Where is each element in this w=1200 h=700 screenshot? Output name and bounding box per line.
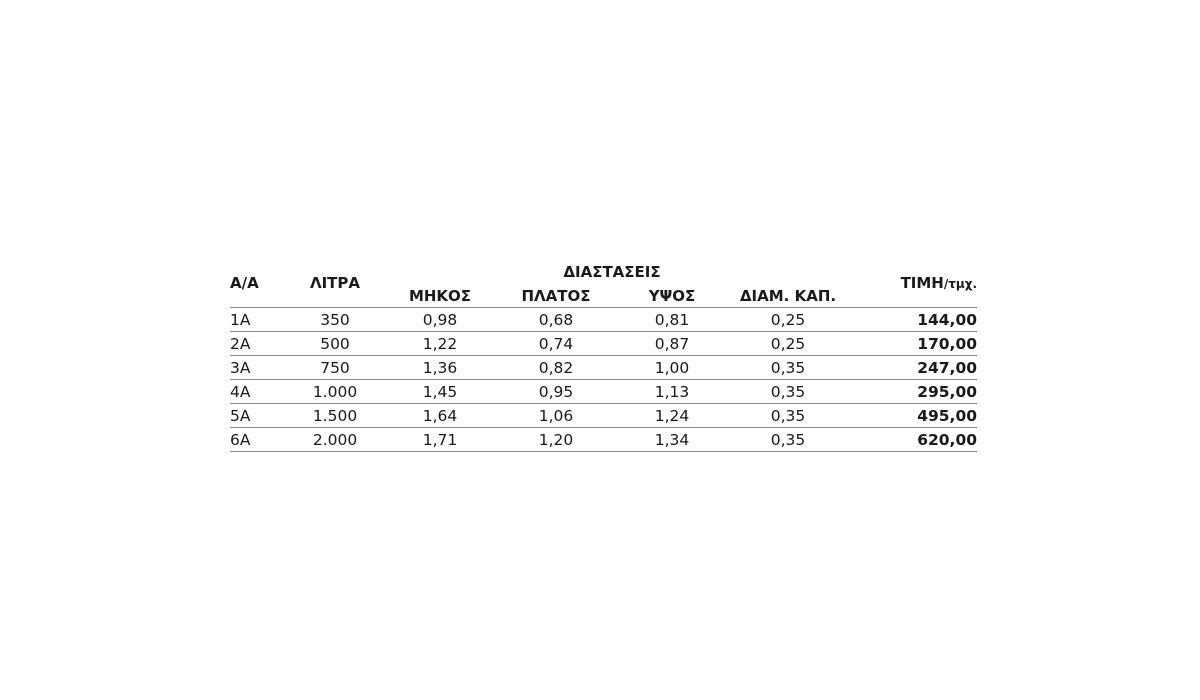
cell-mikos: 1,45	[380, 380, 500, 404]
cell-litra: 1.500	[290, 404, 380, 428]
cell-litra: 1.000	[290, 380, 380, 404]
cell-platos: 1,20	[500, 428, 612, 452]
cell-ypsos: 0,87	[612, 332, 732, 356]
cell-price: 495,00	[844, 404, 977, 428]
cell-price: 295,00	[844, 380, 977, 404]
cell-ypsos: 0,81	[612, 308, 732, 332]
table-row	[230, 356, 977, 380]
cell-ypsos: 1,24	[612, 404, 732, 428]
cell-price: 144,00	[844, 308, 977, 332]
cell-litra: 2.000	[290, 428, 380, 452]
table-row	[230, 308, 977, 332]
cell-ypsos: 1,13	[612, 380, 732, 404]
cell-diam: 0,35	[732, 428, 844, 452]
header-aa: Α/Α	[230, 259, 290, 308]
cell-aa: 5A	[230, 404, 290, 428]
header-diam: ΔΙΑΜ. ΚΑΠ.	[732, 281, 844, 308]
cell-mikos: 1,64	[380, 404, 500, 428]
header-platos: ΠΛΑΤΟΣ	[500, 281, 612, 308]
header-dimensions-group: ΔΙΑΣΤΑΣΕΙΣ	[563, 263, 661, 281]
cell-price: 170,00	[844, 332, 977, 356]
table-row	[230, 404, 977, 428]
header-price-label: ΤΙΜΗ	[900, 274, 944, 292]
cell-litra: 350	[290, 308, 380, 332]
cell-price: 620,00	[844, 428, 977, 452]
cell-ypsos: 1,00	[612, 356, 732, 380]
table-body	[230, 308, 977, 452]
table-row	[230, 380, 977, 404]
cell-aa: 4A	[230, 380, 290, 404]
header-litra: ΛΙΤΡΑ	[290, 259, 380, 308]
cell-diam: 0,35	[732, 380, 844, 404]
header-ypsos: ΥΨΟΣ	[612, 281, 732, 308]
cell-aa: 3A	[230, 356, 290, 380]
cell-aa: 6A	[230, 428, 290, 452]
cell-platos: 0,68	[500, 308, 612, 332]
header-price-unit: /τμχ.	[943, 277, 978, 291]
cell-mikos: 1,71	[380, 428, 500, 452]
table-row	[230, 332, 977, 356]
cell-platos: 1,06	[500, 404, 612, 428]
cell-diam: 0,35	[732, 356, 844, 380]
header-price	[844, 259, 977, 308]
cell-aa: 2A	[230, 332, 290, 356]
cell-litra: 500	[290, 332, 380, 356]
cell-diam: 0,25	[732, 332, 844, 356]
cell-mikos: 1,36	[380, 356, 500, 380]
cell-platos: 0,74	[500, 332, 612, 356]
cell-diam: 0,25	[732, 308, 844, 332]
cell-mikos: 0,98	[380, 308, 500, 332]
header-mikos: ΜΗΚΟΣ	[380, 281, 500, 308]
cell-aa: 1A	[230, 308, 290, 332]
table-header	[230, 259, 977, 308]
cell-ypsos: 1,34	[612, 428, 732, 452]
cell-price: 247,00	[844, 356, 977, 380]
cell-diam: 0,35	[732, 404, 844, 428]
table-row	[230, 428, 977, 452]
cell-platos: 0,95	[500, 380, 612, 404]
cell-mikos: 1,22	[380, 332, 500, 356]
cell-platos: 0,82	[500, 356, 612, 380]
price-table	[230, 259, 977, 452]
cell-litra: 750	[290, 356, 380, 380]
